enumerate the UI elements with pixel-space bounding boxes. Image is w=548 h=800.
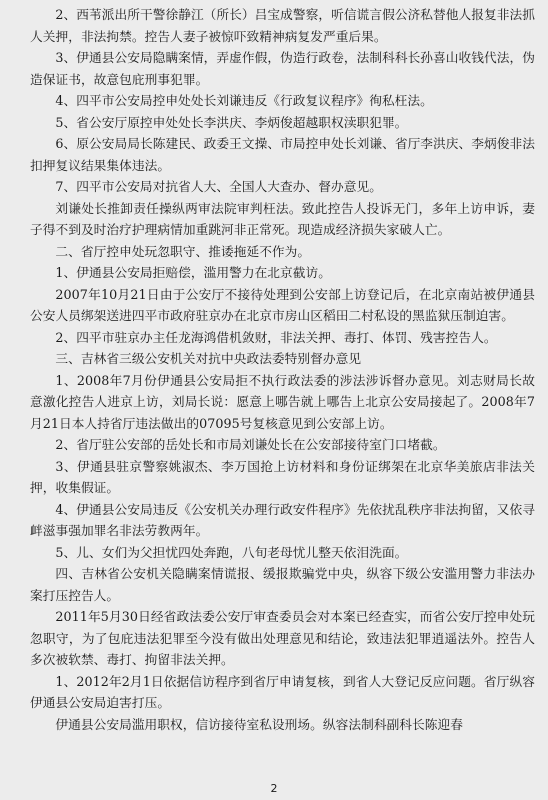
paragraph-section-three-item-1: 1、2008年7月份伊通县公安局拒不执行政法委的涉法涉诉督办意见。刘志财局长故意激化控告人进京上访，刘局长说：愿意上哪告就上哪告上北京公安局接起了。2008年7月21日本人持省厅违法做出的07095号复核意见到公安部上访。 — [30, 372, 535, 431]
paragraph-item-2: 2、西苇派出所干警徐静江（所长）吕宝成警察，听信谎言假公济私替他人报复非法抓人关押，非法拘禁。控告人妻子被惊吓致精神病复发严重后果。 — [30, 7, 535, 44]
paragraph-2011-review: 2011年5月30日经省政法委公安厅审查委员会对本案已经查实，而省公安厅控申处玩忽职守，为了包庇违法犯罪至今没有做出处理意见和结论，致违法犯罪逍遥法外。控告人多次被软禁、毒打、拘留非法关押。 — [30, 609, 535, 667]
paragraph-section-three-item-5: 5、儿、女们为父担忧四处奔跑，八旬老母忧儿整天依泪洗面。 — [55, 544, 408, 560]
paragraph-section-two-item-1: 1、伊通县公安局拒赔偿，滥用警力在北京截访。 — [55, 265, 331, 280]
section-heading-four: 四、吉林省公安机关隐瞒案情谎报、缓报欺骗党中央，纵容下级公安滥用警力非法办案打压控告人。 — [30, 566, 535, 603]
paragraph-item-7: 7、四平市公安局对抗省人大、全国人大查办、督办意见。 — [55, 179, 382, 194]
paragraph-item-6: 6、原公安局局长陈建民、政委王文操、市局控申处长刘谦、省厅李洪庆、李炳俊非法扣押复议结果集体违法。 — [30, 136, 535, 173]
page-number: 2 — [270, 782, 278, 795]
paragraph-item-3: 3、伊通县公安局隐瞒案情，弄虚作假，伪造行政卷，法制科科长孙喜山收钱代法，伪造保证书，故意包庇刑事犯罪。 — [30, 50, 535, 87]
section-heading-three: 三、吉林省三级公安机关对抗中央政法委特别督办意见 — [55, 351, 362, 366]
paragraph-section-three-item-3: 3、伊通县驻京警察姚淑杰、李万国抢上访材料和身份证绑架在北京华美旅店非法关押，收集假证。 — [30, 458, 535, 495]
paragraph-final-line: 伊通县公安局滥用职权，信访接待室私设刑场。纵容法制科副科长陈迎春 — [55, 716, 463, 732]
paragraph-item-4: 4、四平市公安局控申处处长刘谦违反《行政复议程序》徇私枉法。 — [55, 93, 433, 108]
paragraph-section-three-item-2: 2、省厅驻公安部的岳处长和市局刘谦处长在公安部接待室门口堵截。 — [55, 437, 446, 452]
paragraph-section-three-item-4: 4、伊通县公安局违反《公安机关办理行政安件程序》先依扰乱秩序非法拘留，又依寻衅滋事强加罪名非法劳教两年。 — [30, 501, 535, 538]
paragraph-section-four-item-1: 1、2012年2月1日依据信访程序到省厅申请复核，到省人大登记反应问题。省厅纵容伊通县公安局迫害打压。 — [30, 673, 535, 710]
paragraph-2007-event: 2007年10月21日由于公安厅不接待处理到公安部上访登记后，在北京南站被伊通县公安人员绑架送进四平市政府驻京办在北京市房山区稻田二村私设的黑监狱压制迫害。 — [30, 286, 535, 323]
paragraph-section-two-item-2: 2、四平市驻京办主任龙海鸿借机敛财，非法关押、毒打、体罚、残害控告人。 — [55, 329, 497, 345]
paragraph-summary: 刘谦处长推卸责任操纵两审法院审判枉法。致此控告人投诉无门，多年上访申诉，妻子得不到及时治疗护理病情加重跳河非正常死。现造成经济损失家破人亡。 — [30, 200, 535, 237]
paragraph-item-5: 5、省公安厅原控申处处长李洪庆、李炳俊超越职权渎职犯罪。 — [55, 114, 408, 130]
document-body — [30, 4, 535, 735]
section-heading-two: 二、省厅控申处玩忽职守、推诿拖延不作为。 — [55, 243, 311, 259]
